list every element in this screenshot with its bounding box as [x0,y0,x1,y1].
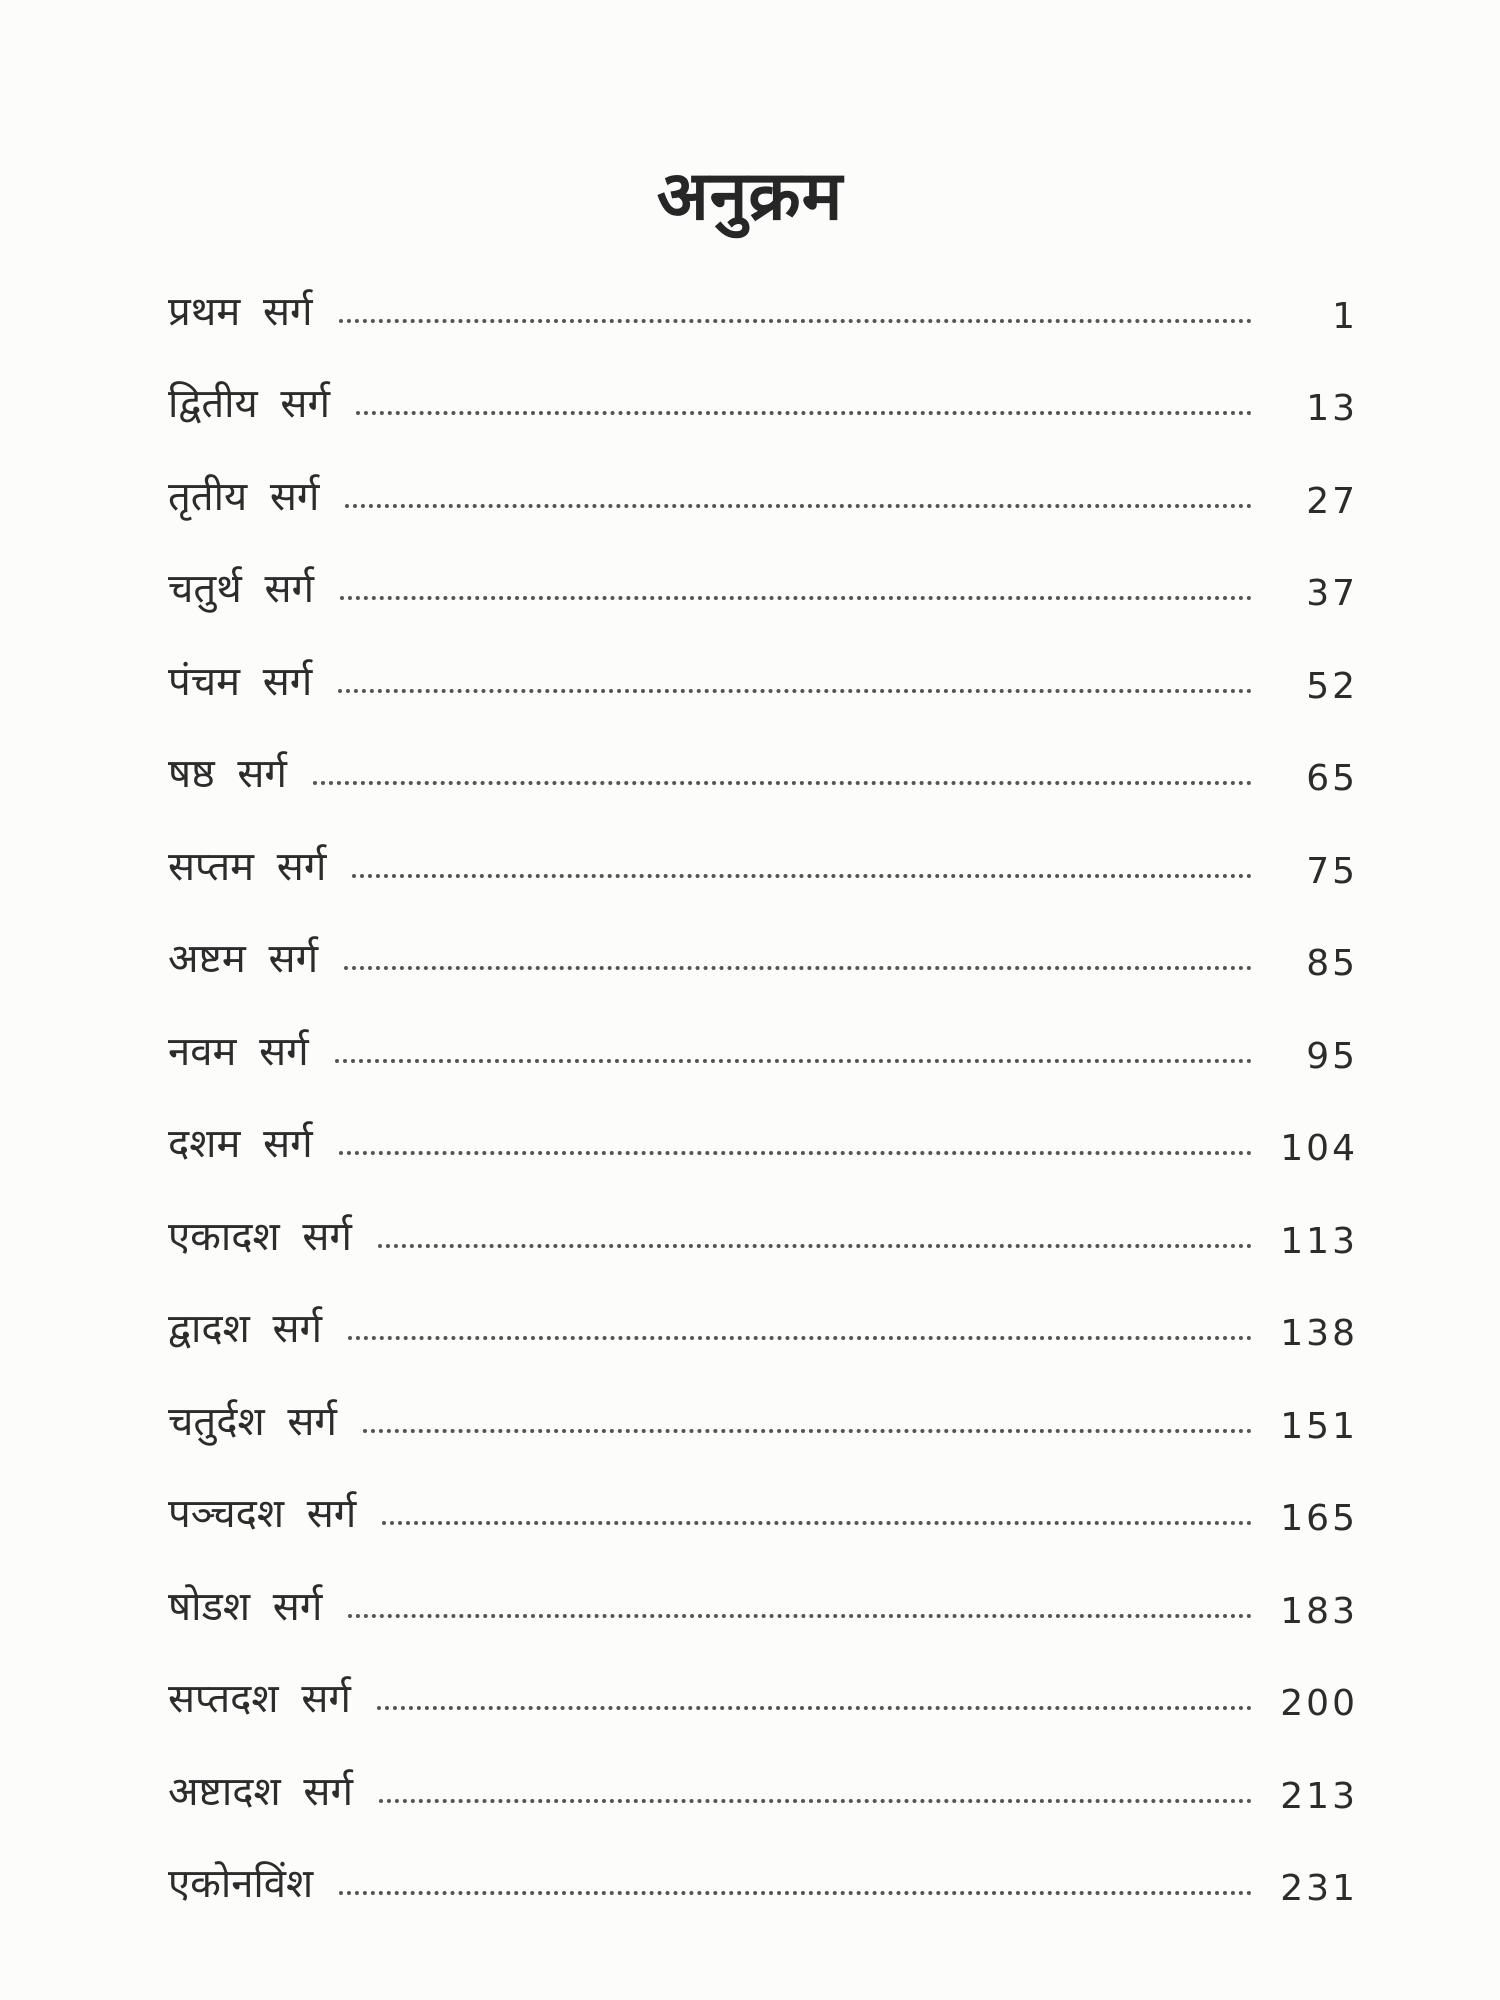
dot-leader [313,781,1252,785]
toc-entry-label: षोडश सर्ग [168,1583,323,1630]
toc-entry[interactable] [168,1459,1358,1552]
dot-leader [352,874,1252,878]
dot-leader [340,596,1252,600]
toc-entry-label: अष्टम सर्ग [168,936,319,982]
toc-entry[interactable] [168,1089,1358,1182]
toc-entry[interactable] [168,349,1358,442]
toc-entry[interactable] [168,534,1358,627]
toc-entry[interactable] [168,626,1358,719]
dot-leader [348,1336,1252,1340]
dot-leader [378,1244,1252,1248]
toc-entry[interactable] [168,1551,1358,1644]
toc-entry-label: एकोनविंश [168,1861,314,1907]
toc-entry-page-number: 165 [1280,1498,1358,1539]
toc-entry-page-number: 85 [1306,943,1358,984]
toc-entry-label: सप्तदश सर्ग [168,1676,351,1722]
toc-entry-page-number: 95 [1306,1035,1358,1077]
toc-entry-page-number: 200 [1280,1683,1358,1724]
toc-entry-page-number: 138 [1280,1313,1358,1354]
toc-entry-page-number: 151 [1280,1405,1358,1447]
toc-entry-label: पंचम सर्ग [168,658,313,705]
dot-leader [377,1706,1252,1710]
toc-entry-page-number: 65 [1306,758,1358,799]
dot-leader [345,504,1252,508]
dot-leader [356,411,1252,415]
dot-leader [339,319,1252,323]
dot-leader [363,1429,1252,1433]
toc-entry[interactable] [168,441,1358,534]
toc-entry-page-number: 75 [1306,850,1358,892]
toc-entry-label: दशम सर्ग [168,1121,313,1167]
page-title: अनुक्रम [656,156,844,236]
toc-entry-label: प्रथम सर्ग [168,288,313,335]
toc-entry-page-number: 104 [1280,1128,1358,1169]
dot-leader [382,1521,1252,1525]
dot-leader [335,1059,1252,1063]
dot-leader [379,1799,1252,1803]
toc-entry-label: षष्ठ सर्ग [168,751,287,797]
dot-leader [344,966,1252,970]
toc-entry-page-number: 213 [1280,1775,1358,1817]
dot-leader [339,1151,1252,1155]
toc-entry[interactable] [168,1274,1358,1367]
dot-leader [338,689,1252,693]
toc-entry[interactable] [168,1366,1358,1459]
toc-entry-page-number: 37 [1306,573,1358,614]
toc-entry[interactable] [168,719,1358,812]
toc-entry-label: द्वितीय सर्ग [168,381,330,427]
dot-leader [348,1614,1252,1618]
toc-entry[interactable] [168,996,1358,1089]
toc-entry-page-number: 13 [1306,388,1358,429]
dot-leader [339,1891,1252,1895]
toc-entry-label: नवम सर्ग [168,1028,309,1075]
toc-entry-page-number: 113 [1280,1220,1358,1262]
toc-entry[interactable] [168,1181,1358,1274]
toc-entry[interactable] [168,811,1358,904]
toc-entry-label: तृतीय सर्ग [168,473,320,520]
toc-entry[interactable] [168,1736,1358,1829]
toc-entry-label: द्वादश सर्ग [168,1306,323,1352]
table-of-contents [168,256,1358,1921]
toc-entry-page-number: 231 [1280,1868,1358,1909]
toc-entry-page-number: 1 [1332,295,1358,337]
toc-entry-page-number: 27 [1306,480,1358,522]
toc-entry-label: सप्तम सर्ग [168,843,327,890]
toc-entry[interactable] [168,904,1358,997]
toc-entry-page-number: 183 [1280,1590,1358,1632]
toc-entry-label: पञ्चदश सर्ग [168,1491,357,1537]
toc-entry-label: एकादश सर्ग [168,1213,352,1260]
toc-entry-label: अष्टादश सर्ग [168,1768,353,1815]
toc-entry[interactable] [168,1829,1358,1922]
toc-entry-page-number: 52 [1306,665,1358,707]
toc-entry-label: चतुर्थ सर्ग [168,566,315,612]
toc-entry[interactable] [168,1644,1358,1737]
toc-entry-label: चतुर्दश सर्ग [168,1398,337,1445]
toc-entry[interactable] [168,256,1358,349]
